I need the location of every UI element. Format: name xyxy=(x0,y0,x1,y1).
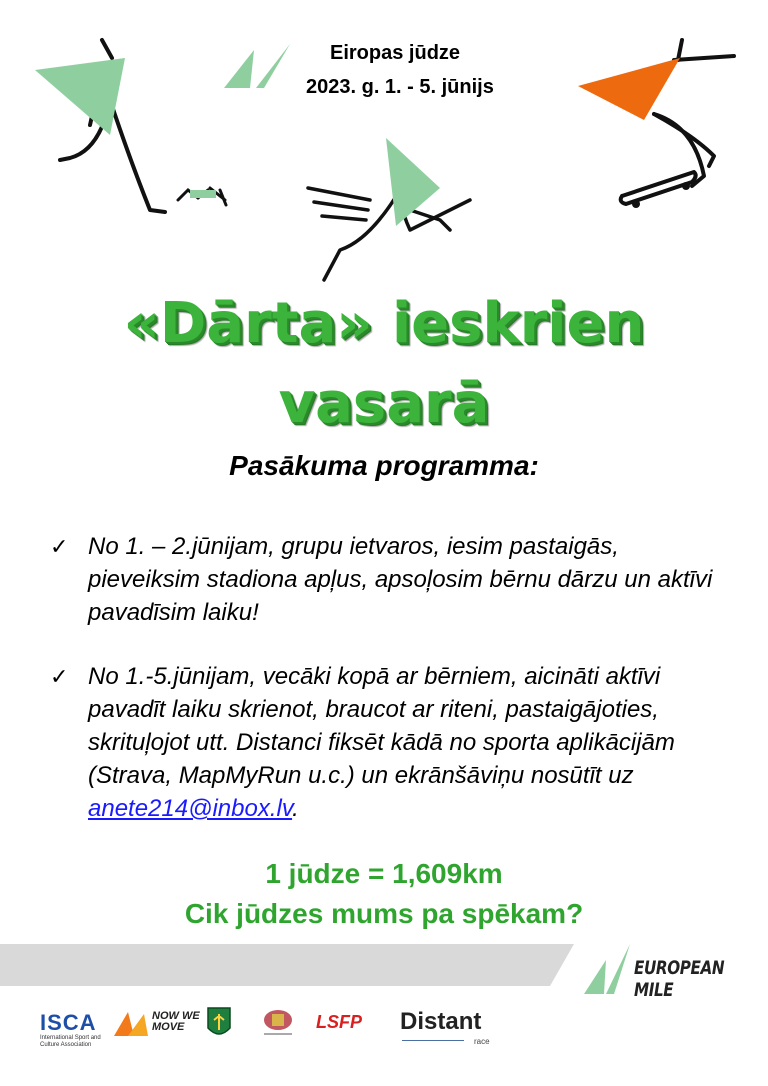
email-link[interactable]: anete214@inbox.lv xyxy=(88,795,293,822)
distant-underline xyxy=(402,1040,464,1041)
mile-conversion: 1 jūdze = 1,609km xyxy=(265,858,503,889)
lsfp-logo: LSFP xyxy=(316,1012,363,1032)
isca-subtitle: International Sport and Culture Association xyxy=(40,1035,101,1048)
isca-logo-text: ISCA xyxy=(40,1010,97,1035)
distant-logo-sub: race xyxy=(474,1037,490,1046)
slogan: Cik jūdzes mums pa spēkam? xyxy=(184,898,584,929)
european-mile-logo xyxy=(584,942,634,998)
latvia-coat-of-arms-icon xyxy=(258,1006,298,1040)
now-we-move-logo-icon xyxy=(114,1010,150,1038)
event-name: Eiropas jūdze xyxy=(330,42,461,64)
now-we-move-logo: NOW WE MOVE xyxy=(152,1010,200,1033)
program-item-text-end: . xyxy=(292,795,299,822)
program-item-text xyxy=(88,660,730,825)
european-mile-logo-small xyxy=(224,42,294,90)
page-title-line1: «Dārta» ieskrien xyxy=(123,291,645,356)
event-dates: 2023. g. 1. - 5. jūnijs xyxy=(306,76,494,98)
distant-logo: Distant xyxy=(400,1008,482,1035)
skateboard-figure-illustration xyxy=(574,36,764,216)
program-item-2 xyxy=(50,660,730,825)
isca-logo xyxy=(40,1010,97,1036)
ozolnieki-crest-icon xyxy=(206,1006,232,1040)
european-mile-brand: EUROPEAN MILE xyxy=(634,957,725,1001)
sprinter-figure-illustration xyxy=(300,130,490,290)
program-item-1 xyxy=(50,530,730,629)
program-item-text-body: No 1.-5.jūnijam, vecāki kopā ar bērniem, aicināti aktīvi pavadīt laiku skrienot, braucot ar riteni, pastaigājoties, skrituļojot utt. Distanci fiksēt kādā no sporta aplikācijām (Strava, MapMyRun u.c.) un ekrānšāviņu nosūtīt uz xyxy=(88,663,675,789)
checkmark-icon: ✓ xyxy=(50,664,69,689)
program-heading: Pasākuma programma: xyxy=(229,450,539,481)
checkmark-icon: ✓ xyxy=(50,534,69,559)
program-item-text: No 1. – 2.jūnijam, grupu ietvaros, iesim pastaigās, pieveiksim stadiona apļus, apsoļosim bērnu dārzu un aktīvi pavadīsim laiku! xyxy=(88,533,713,626)
page-title-line2: vasarā xyxy=(278,371,490,436)
